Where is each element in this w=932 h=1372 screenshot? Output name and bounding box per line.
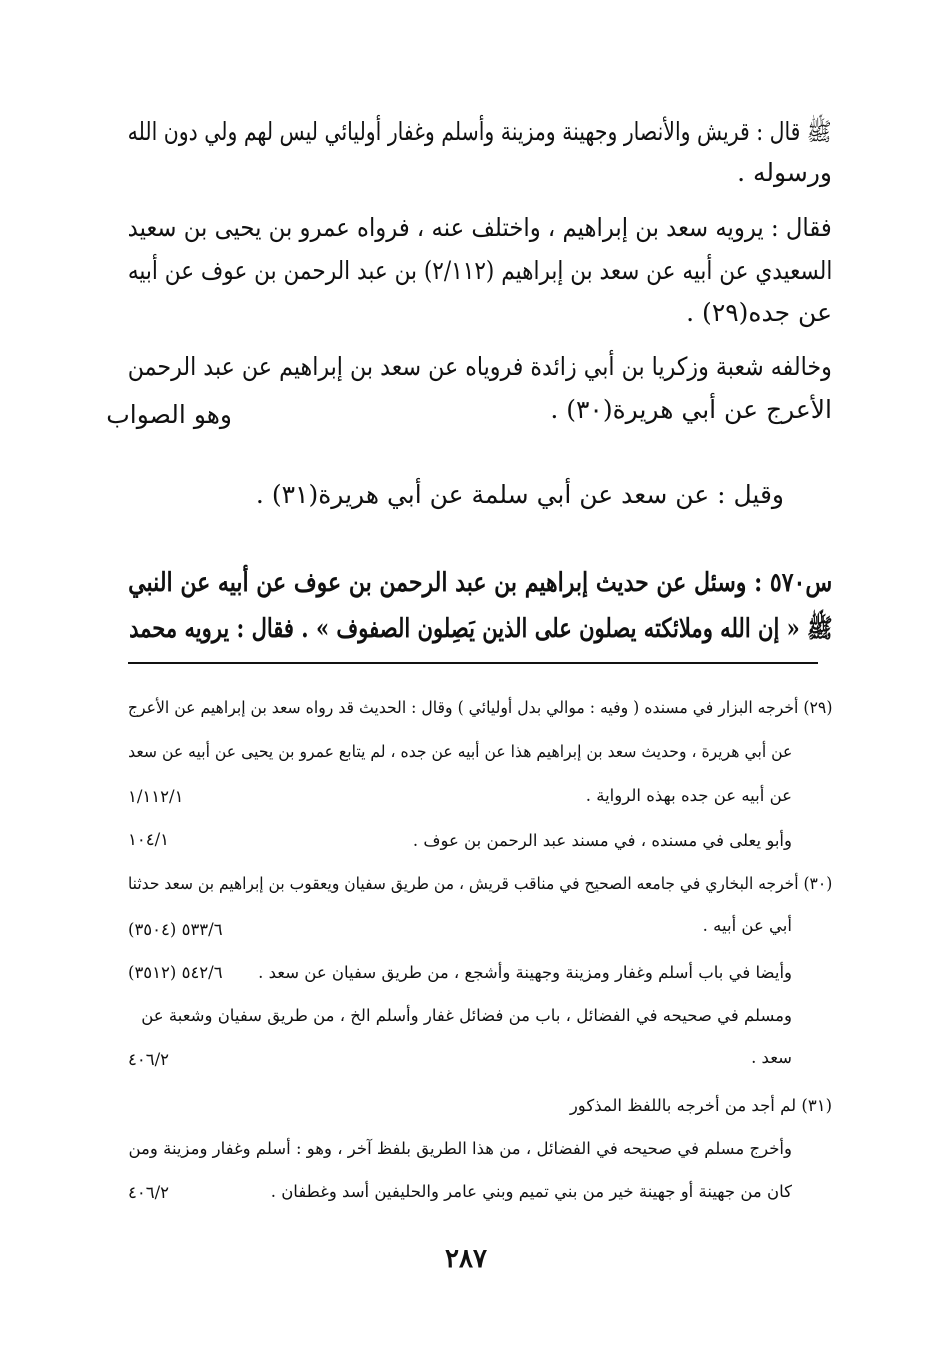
question-heading-line: ﷺ « إن الله وملائكته يصلون على الذين يَصِلون الصفوف » . فقال : يرويه محمد bbox=[128, 614, 832, 644]
footnote-reference: ٤٠٦/٢ bbox=[128, 1183, 170, 1202]
footnote-line: كان من جهينة أو جهينة خير من بني تميم وبني عامر والحليفين أسد وغطفان . bbox=[270, 1182, 792, 1201]
footnote-reference: ٤٠٦/٢ bbox=[128, 1050, 170, 1069]
footnote-line: وأخرج مسلم في صحيحه في الفضائل ، من هذا الطريق بلفظ آخر ، وهو : أسلم وغفار ومزينة ومن bbox=[128, 1139, 792, 1158]
footnote-line: عن أبي هريرة ، وحديث سعد بن إبراهيم هذا عن أبيه عن جده ، لم يتابع عمرو بن يحيى عن أبيه عن سعد bbox=[127, 742, 792, 761]
footnote-reference: ٥٣٣/٦ (٣٥٠٤) bbox=[128, 920, 223, 939]
question-heading-line: س٥٧٠ : وسئل عن حديث إبراهيم بن عبد الرحمن بن عوف عن أبيه عن النبي bbox=[127, 568, 832, 598]
main-text-line: وخالفه شعبة وزكريا بن أبي زائدة فروياه عن سعد بن إبراهيم عن عبد الرحمن bbox=[127, 352, 832, 381]
footnote-separator bbox=[128, 662, 818, 664]
footnote-line: وأيضا في باب أسلم وغفار ومزينة وجهينة وأشجع ، من طريق سفيان عن سعد . bbox=[258, 963, 792, 982]
footnote-line: وأبو يعلى في مسنده ، في مسند عبد الرحمن بن عوف . bbox=[412, 831, 792, 850]
footnote-reference: ١٠٤/١ bbox=[128, 830, 170, 849]
main-text-line: وقيل : عن سعد عن أبي سلمة عن أبي هريرة(٣١) . bbox=[255, 480, 784, 509]
margin-note: وهو الصواب bbox=[106, 400, 232, 429]
main-text-line: فقال : يرويه سعد بن إبراهيم ، واختلف عنه ، فرواه عمرو بن يحيى بن سعيد bbox=[127, 213, 832, 242]
main-text-line: ﷺ قال : قريش والأنصار وجهينة ومزينة وأسلم وغفار أوليائي ليس لهم ولي دون الله bbox=[128, 117, 832, 146]
footnote-line: (٢٩) أخرجه البزار في مسنده ( وفيه : موالي بدل أوليائي ) وقال : الحديث قد رواه سعد بن إبراهيم عن الأعرج bbox=[127, 698, 832, 717]
footnote-line: (٣١) لم أجد من أخرجه باللفظ المذكور bbox=[569, 1096, 832, 1115]
main-text-line: عن جده(٢٩) . bbox=[686, 298, 832, 327]
footnote-line: سعد . bbox=[751, 1048, 792, 1067]
footnote-reference: ٥٤٢/٦ (٣٥١٢) bbox=[128, 963, 223, 982]
main-text-line: ورسوله . bbox=[737, 158, 832, 187]
main-text-line: الأعرج عن أبي هريرة(٣٠) . bbox=[550, 395, 832, 424]
main-text-line: السعيدي عن أبيه عن سعد بن إبراهيم (٢/١١٢) بن عبد الرحمن بن عوف عن أبيه bbox=[127, 256, 832, 285]
footnote-line: عن أبيه عن جده بهذه الرواية . bbox=[585, 786, 792, 805]
footnote-line: (٣٠) أخرجه البخاري في جامعه الصحيح في مناقب قريش ، من طريق سفيان ويعقوب بن إبراهيم بن سعد حدثنا bbox=[127, 874, 832, 893]
page-number: ٢٨٧ bbox=[445, 1244, 487, 1274]
footnote-line: ومسلم في صحيحه في الفضائل ، باب من فضائل غفار وأسلم الخ ، من طريق سفيان وشعبة عن bbox=[141, 1006, 792, 1025]
footnote-line: أبي عن أبيه . bbox=[702, 916, 792, 935]
footnote-reference: ١/١١٢/١ bbox=[128, 787, 184, 806]
